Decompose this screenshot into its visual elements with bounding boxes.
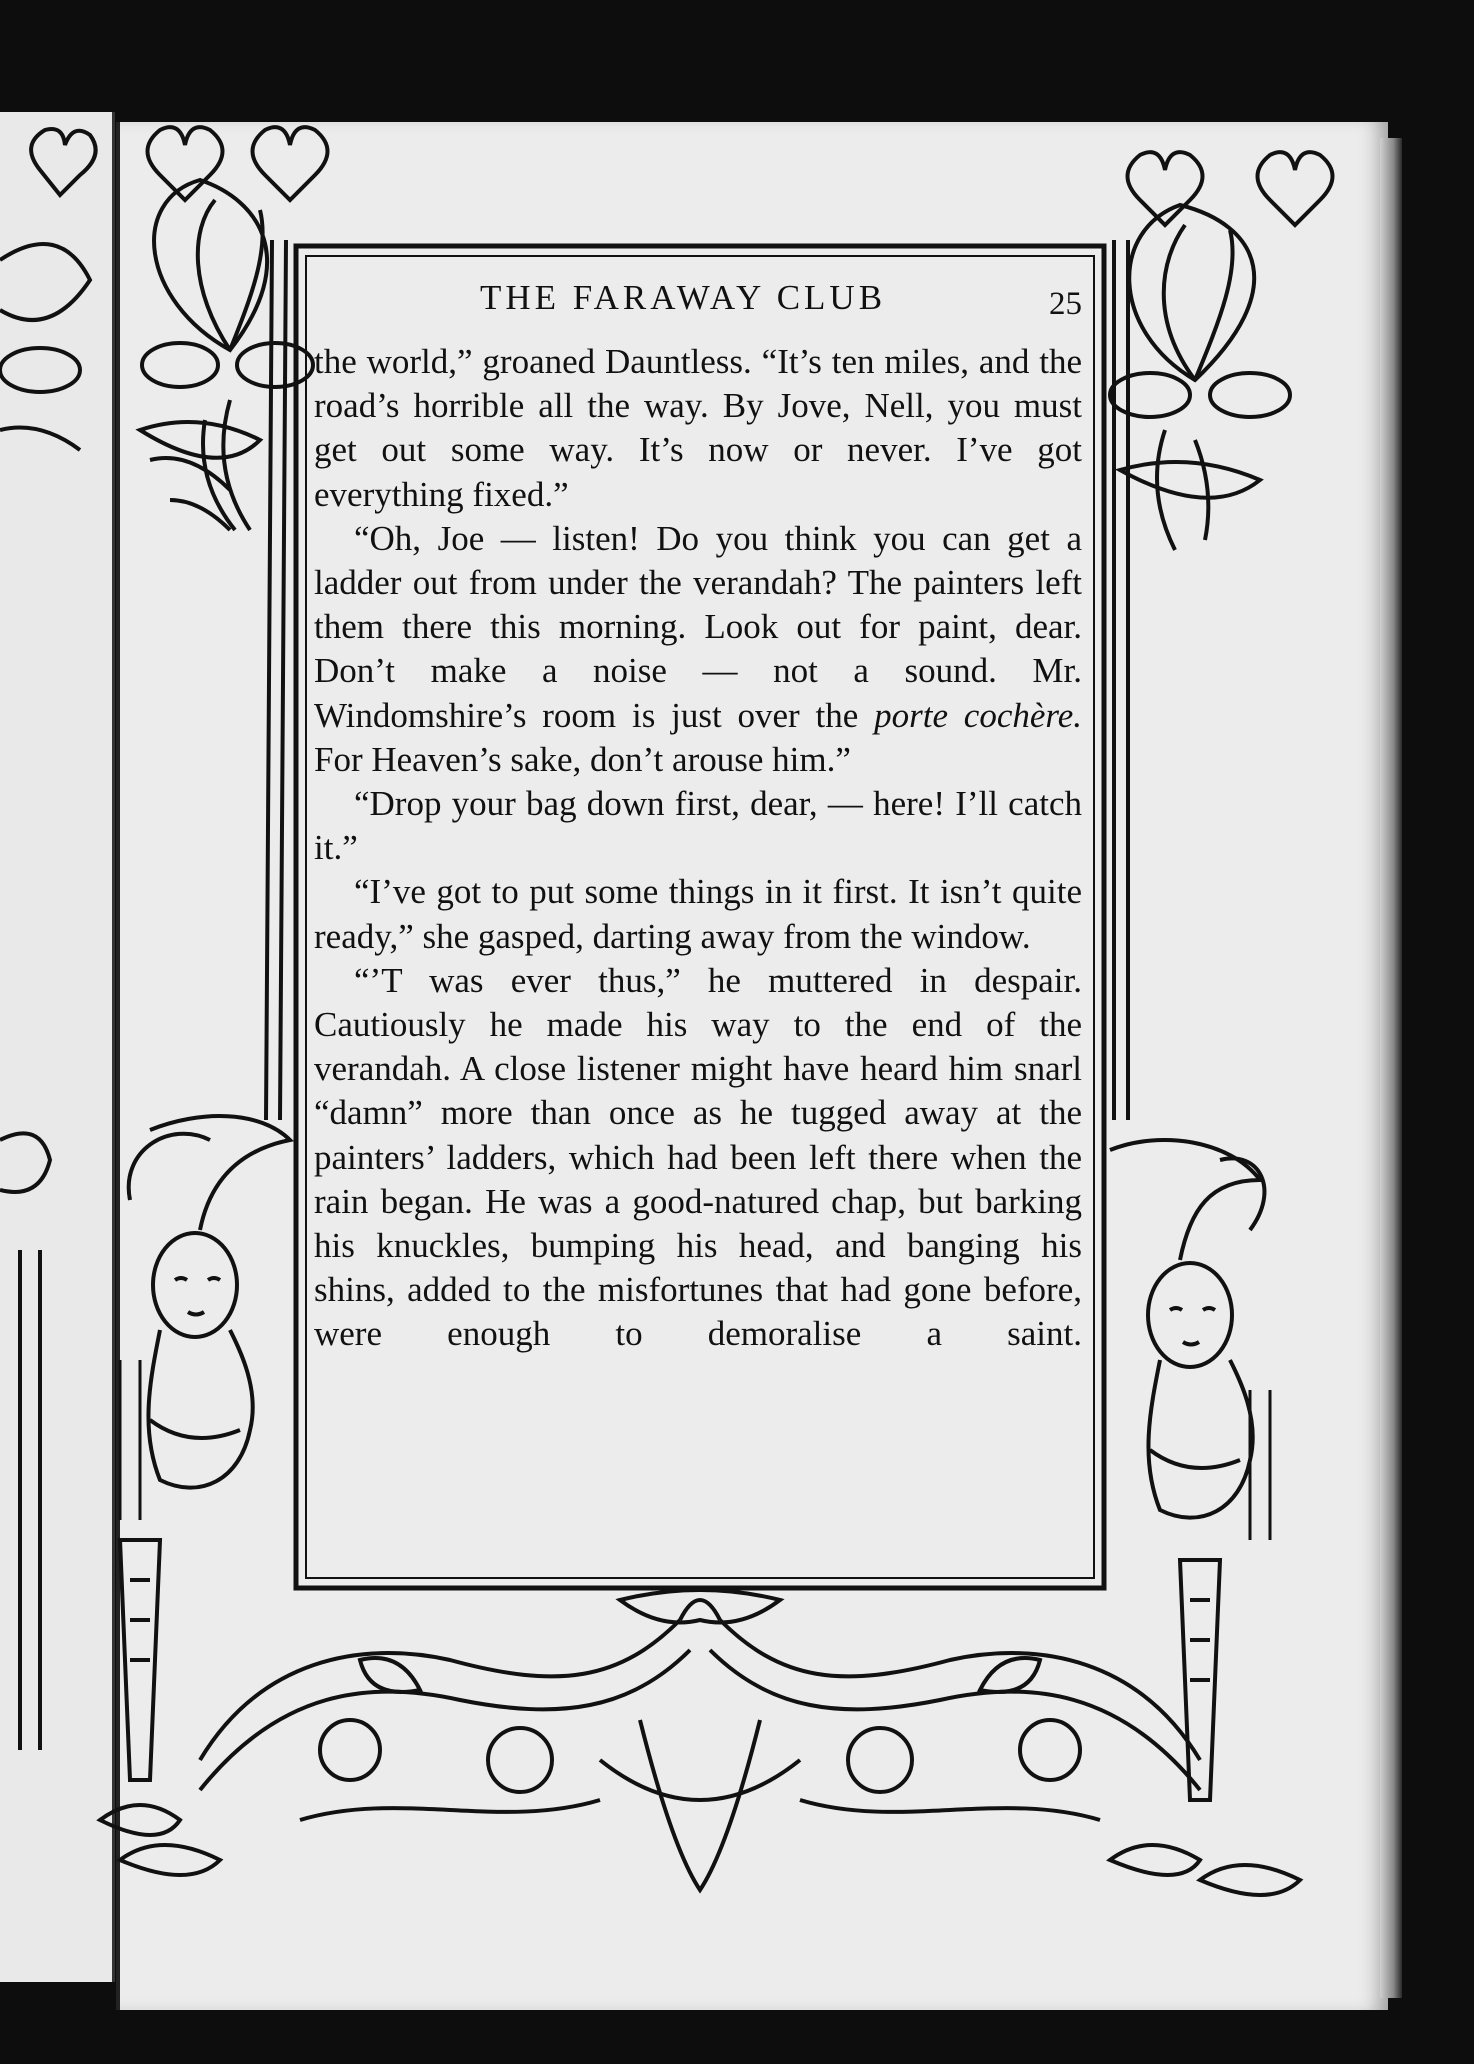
facing-page-ornament-fragment [0, 129, 96, 1750]
bottom-right-cherub-illustration [1110, 1140, 1300, 1895]
bottom-scrollwork-ornament [200, 1590, 1200, 1890]
page-header [330, 278, 1100, 328]
paragraph-2-text: “Oh, Joe — listen! Do you think you can get a ladder out from under the verandah? The painters left them there this morning. Look out for paint, dear. Don’t make a noise — not a sound. Mr. Windomshire’s room is just over the [314, 518, 1082, 735]
top-right-palmette-ornament [1110, 152, 1333, 550]
paragraph-2 [314, 517, 1082, 782]
paragraph-3: “Drop your bag down first, dear, — here! I’ll catch it.” [314, 784, 1082, 868]
paragraph-5: “’T was ever thus,” he muttered in despair. Cautiously he made his way to the end of the verandah. A close listener might have heard him snarl “damn” more than once as he tugged away at the painters’ ladders, which had been left there when the rain began. He was a good-natured chap, but barking his knuckles, bumping his head, and banging his shins, added to the misfortunes that had gone before, were enough to demoralise a saint. [314, 960, 1082, 1354]
italic-phrase: porte cochère. [874, 695, 1083, 735]
paragraph-1: the world,” groaned Dauntless. “It’s ten miles, and the road’s horrible all the way. By Jove, Nell, you must get out some way. It’s now or never. I’ve got everything fixed.” [314, 342, 1082, 514]
paragraph-2-end: For Heaven’s sake, don’t arouse him.” [314, 739, 851, 779]
paragraph-4: “I’ve got to put some things in it first. It isn’t quite ready,” she gasped, darting away from the window. [314, 872, 1082, 956]
bottom-left-cherub-illustration [100, 1116, 290, 1875]
running-title: THE FARAWAY CLUB [480, 278, 887, 317]
top-left-palmette-ornament [140, 127, 328, 530]
page-number: 25 [1049, 286, 1082, 322]
body-text [314, 340, 1082, 1357]
